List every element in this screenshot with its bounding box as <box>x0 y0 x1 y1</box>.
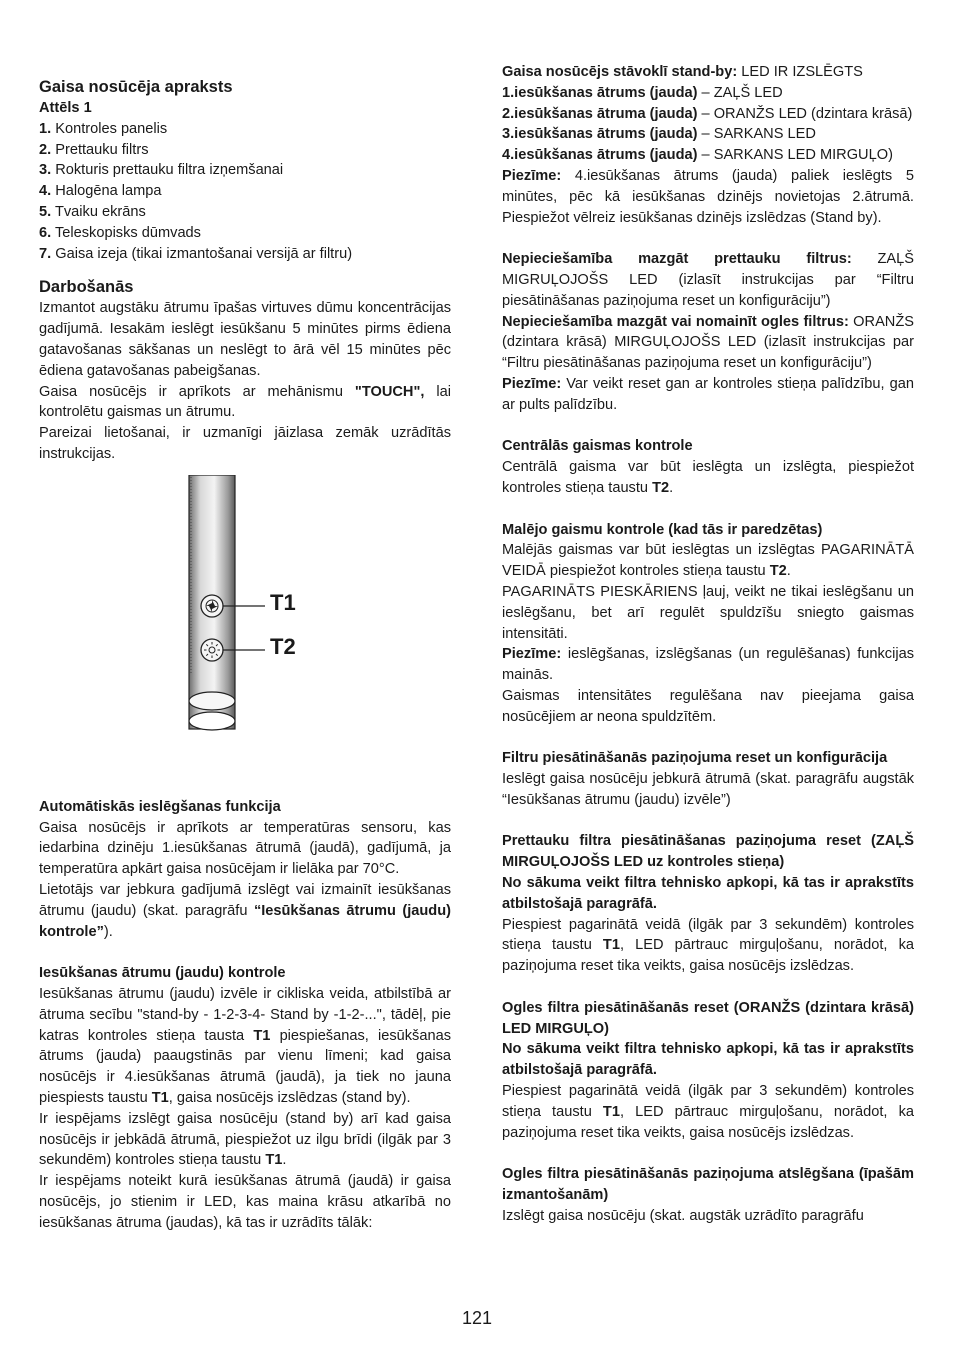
list-item: 7. Gaisa izeja (tikai izmantošanai versijā ar filtru) <box>39 245 353 262</box>
speed-paragraph-1: Iesūkšanas ātrumu (jaudu) izvēle ir cikliska veida, atbilstībā ar ātruma secību "stand-by - 1-2-3-4- Stand by -1-2-...", tādēļ, pie katras kontroles stieņa tausta T1 piespiešanas, iesūkšanas ātrums (jauda) paaugstinās par vienu līmeni; kad gaisa nosūcējs ir 4.iesūkšanas ātrumā (jaudā), ja tiek no jauna piespiests taustu T1, gaisa nosūcējs izslēdzas (stand by). <box>39 985 451 1106</box>
list-item: 6. Teleskopisks dūmvads <box>39 224 201 241</box>
auto-paragraph-1: Gaisa nosūcējs ir aprīkots ar temperatūras sensoru, kas iedarbina dzinēju 1.iesūkšanas ātrumā (jaudā), gadījumā, ja temperatūra apkārt gaisa nosūcējam ir lielāka par 70°C. <box>39 819 451 878</box>
left-column <box>39 62 451 1233</box>
speed-paragraph-3: Ir iespējams noteikt kurā iesūkšanas ātrumā (jaudā) ir gaisa nosūcējs, jo stienim ir LED, kas maina krāsu atkarībā no iesūkšanas ātruma (jaudas), kā tas ir uzrādīts tālāk: <box>39 1173 451 1231</box>
figure-title: Attēls 1 <box>39 100 92 116</box>
operation-title: Darbošanās <box>39 278 134 297</box>
reset-title: Filtru piesātināšanās paziņojuma reset un konfigurācija <box>502 750 888 767</box>
auto-title: Automātiskās ieslēgšanas funkcija <box>39 798 281 815</box>
disable-notice-title: Ogles filtra piesātināšanās paziņojuma atslēgšana (īpašām izmantošanām) <box>502 1166 914 1204</box>
grease-reset-title: Prettauku filtra piesātināšanas paziņojuma reset (ZAĻŠ MIRGUĻOJOŠS LED uz kontroles stieņa) <box>502 833 914 871</box>
page-number: 121 <box>461 1308 493 1328</box>
speed3-line: 3.iesūkšanas ātrums (jauda) – SARKANS LED <box>502 126 816 143</box>
side-light-title: Malējo gaismu kontrole (kad tās ir paredzētas) <box>502 521 823 538</box>
carbon-reset-title: Ogles filtra piesātināšanās reset (ORANŽS (dzintara krāsā) LED MIRGUĻO) <box>502 999 914 1037</box>
carbon-reset-text: Piespiest pagarinātā veidā (ilgāk par 3 sekundēm) kontroles stieņa taustu T1, LED pārtrauc mirguļošanu, norādot, ka paziņojuma reset tika veikts, gaisa nosūcējs izslēdzas. <box>502 1083 914 1141</box>
note-1: Piezīme: 4.iesūkšanas ātrums (jauda) paliek ieslēgts 5 minūtes, pēc kā iesūkšanas dzinējs novietojas 2.ātrumā. Piespiežot vēlreiz iesūkšanas dzinējs izslēdzas (Stand by). <box>502 167 914 226</box>
speed2-line: 2.iesūkšanas ātruma (jauda) – ORANŽS LED (dzintara krāsā) <box>502 105 913 122</box>
reset-text: Ieslēgt gaisa nosūcēju jebkurā ātrumā (skat. paragrāfu augstāk “Iesūkšanas ātrumu (jaudu) izvēle”) <box>502 771 914 808</box>
operation-paragraph-2: Gaisa nosūcējs ir aprīkots ar mehānismu "TOUCH", lai kontrolētu gaismas un ātrumu. <box>39 383 451 421</box>
operation-paragraph-1: Izmantot augstāku ātrumu īpašas virtuves dūmu koncentrācijas gadījumā. Iesakām ieslēgt iesūkšanu 5 minūtes pirms ēdiena gatavošanas sākšanas un neslēgt to ārā vēl 15 minūtes pēc ēdiena gatavošanas pabeigšanas. <box>39 300 451 379</box>
description-title: Gaisa nosūcēja apraksts <box>39 78 233 96</box>
control-bar-figure <box>39 475 451 775</box>
list-item: 4. Halogēna lampa <box>39 183 162 200</box>
carbon-reset-warning: No sākuma veikt filtra tehnisko apkopi, kā tas ir aprakstīts atbilstošajā paragrāfā. <box>502 1041 914 1079</box>
central-light-text: Centrālā gaisma var būt ieslēgta un izslēgta, piespiežot kontroles stieņa taustu T2. <box>502 459 914 496</box>
central-light-title: Centrālās gaismas kontrole <box>502 438 693 455</box>
wash-filter-notice: Nepieciešamība mazgāt prettauku filtrus: ZAĻŠ MIGRUĻOJOŠS LED (izlasīt instrukcijas par “Filtru piesātināšanas paziņojuma reset un konfigurāciju”) <box>502 251 914 309</box>
parts-list <box>39 119 451 265</box>
speed-title: Iesūkšanas ātrumu (jaudu) kontrole <box>39 965 286 982</box>
note-2: Piezīme: Var veikt reset gan ar kontroles stieņa palīdzību, gan ar pults palīdzību. <box>502 375 914 413</box>
disable-notice-text: Izslēgt gaisa nosūcēju (skat. augstāk uzrādīto paragrāfu <box>502 1207 864 1224</box>
side-light-paragraph-3: Gaismas intensitātes regulēšana nav pieejama gaisa nosūcējiem ar neona spuldzītēm. <box>502 687 914 725</box>
speed-paragraph-2: Ir iespējams izslēgt gaisa nosūcēju (stand by) arī kad gaisa nosūcējs ir jebkādā ātrumā, piespiežot uz ilgu brīdi (ilgāk par 3 sekundēm) kontroles stieņa taustu T1. <box>39 1110 451 1169</box>
speed4-line: 4.iesūkšanas ātrums (jauda) – SARKANS LED MIRGUĻO) <box>502 147 893 164</box>
list-item: 5. Tvaiku ekrāns <box>39 203 146 220</box>
grease-reset-text: Piespiest pagarinātā veidā (ilgāk par 3 sekundēm) kontroles stieņa taustu T1, LED pārtrauc mirguļošanu, norādot, ka paziņojuma reset tika veikts, gaisa nosūcējs izslēdzas. <box>502 916 914 975</box>
list-item: 3. Rokturis prettauku filtra izņemšanai <box>39 162 284 179</box>
t2-label: T2 <box>270 633 296 659</box>
t1-label: T1 <box>270 589 296 615</box>
standby-line: Gaisa nosūcējs stāvoklī stand-by: LED IR IZSLĒGTS <box>502 64 863 80</box>
speed1-line: 1.iesūkšanas ātrums (jauda) – ZAĻŠ LED <box>502 84 783 101</box>
auto-paragraph-2: Lietotājs var jebkura gadījumā izslēgt vai izmainīt iesūkšanas ātrumu (jaudu) (skat. paragrāfu “Iesūkšanas ātrumu (jaudu) kontrole”). <box>39 881 451 940</box>
side-light-paragraph-1: Malējās gaismas var būt ieslēgtas un izslēgtas PAGARINĀTĀ VEIDĀ piespiežot kontroles stieņa taustu T2. <box>502 542 914 580</box>
grease-reset-warning: No sākuma veikt filtra tehnisko apkopi, kā tas ir aprakstīts atbilstošajā paragrāfā. <box>502 875 914 912</box>
list-item: 1. Kontroles panelis <box>39 120 168 137</box>
control-bar-illustration <box>39 475 451 775</box>
side-light-paragraph-2: PAGARINĀTS PIESKĀRIENS ļauj, veikt ne tikai ieslēgšanu un ieslēgšanu, bet arī regulēt spuldzīšu sniegto gaismas intensitāti. <box>502 583 914 642</box>
right-column <box>502 62 914 1227</box>
note-3: Piezīme: ieslēgšanas, izslēgšanas (un regulēšanas) funkcijas mainās. <box>502 646 914 684</box>
list-item: 2. Prettauku filtrs <box>39 141 149 158</box>
replace-filter-notice: Nepieciešamība mazgāt vai nomainīt ogles filtrus: ORANŽS (dzintara krāsā) MIRGUĻOJOŠS LED (izlasīt instrukcijas par “Filtru piesātināšanas paziņojuma reset un konfigurāciju”) <box>502 313 914 372</box>
operation-paragraph-3: Pareizai lietošanai, ir uzmanīgi jāizlasa zemāk uzrādītās instrukcijas. <box>39 425 451 462</box>
